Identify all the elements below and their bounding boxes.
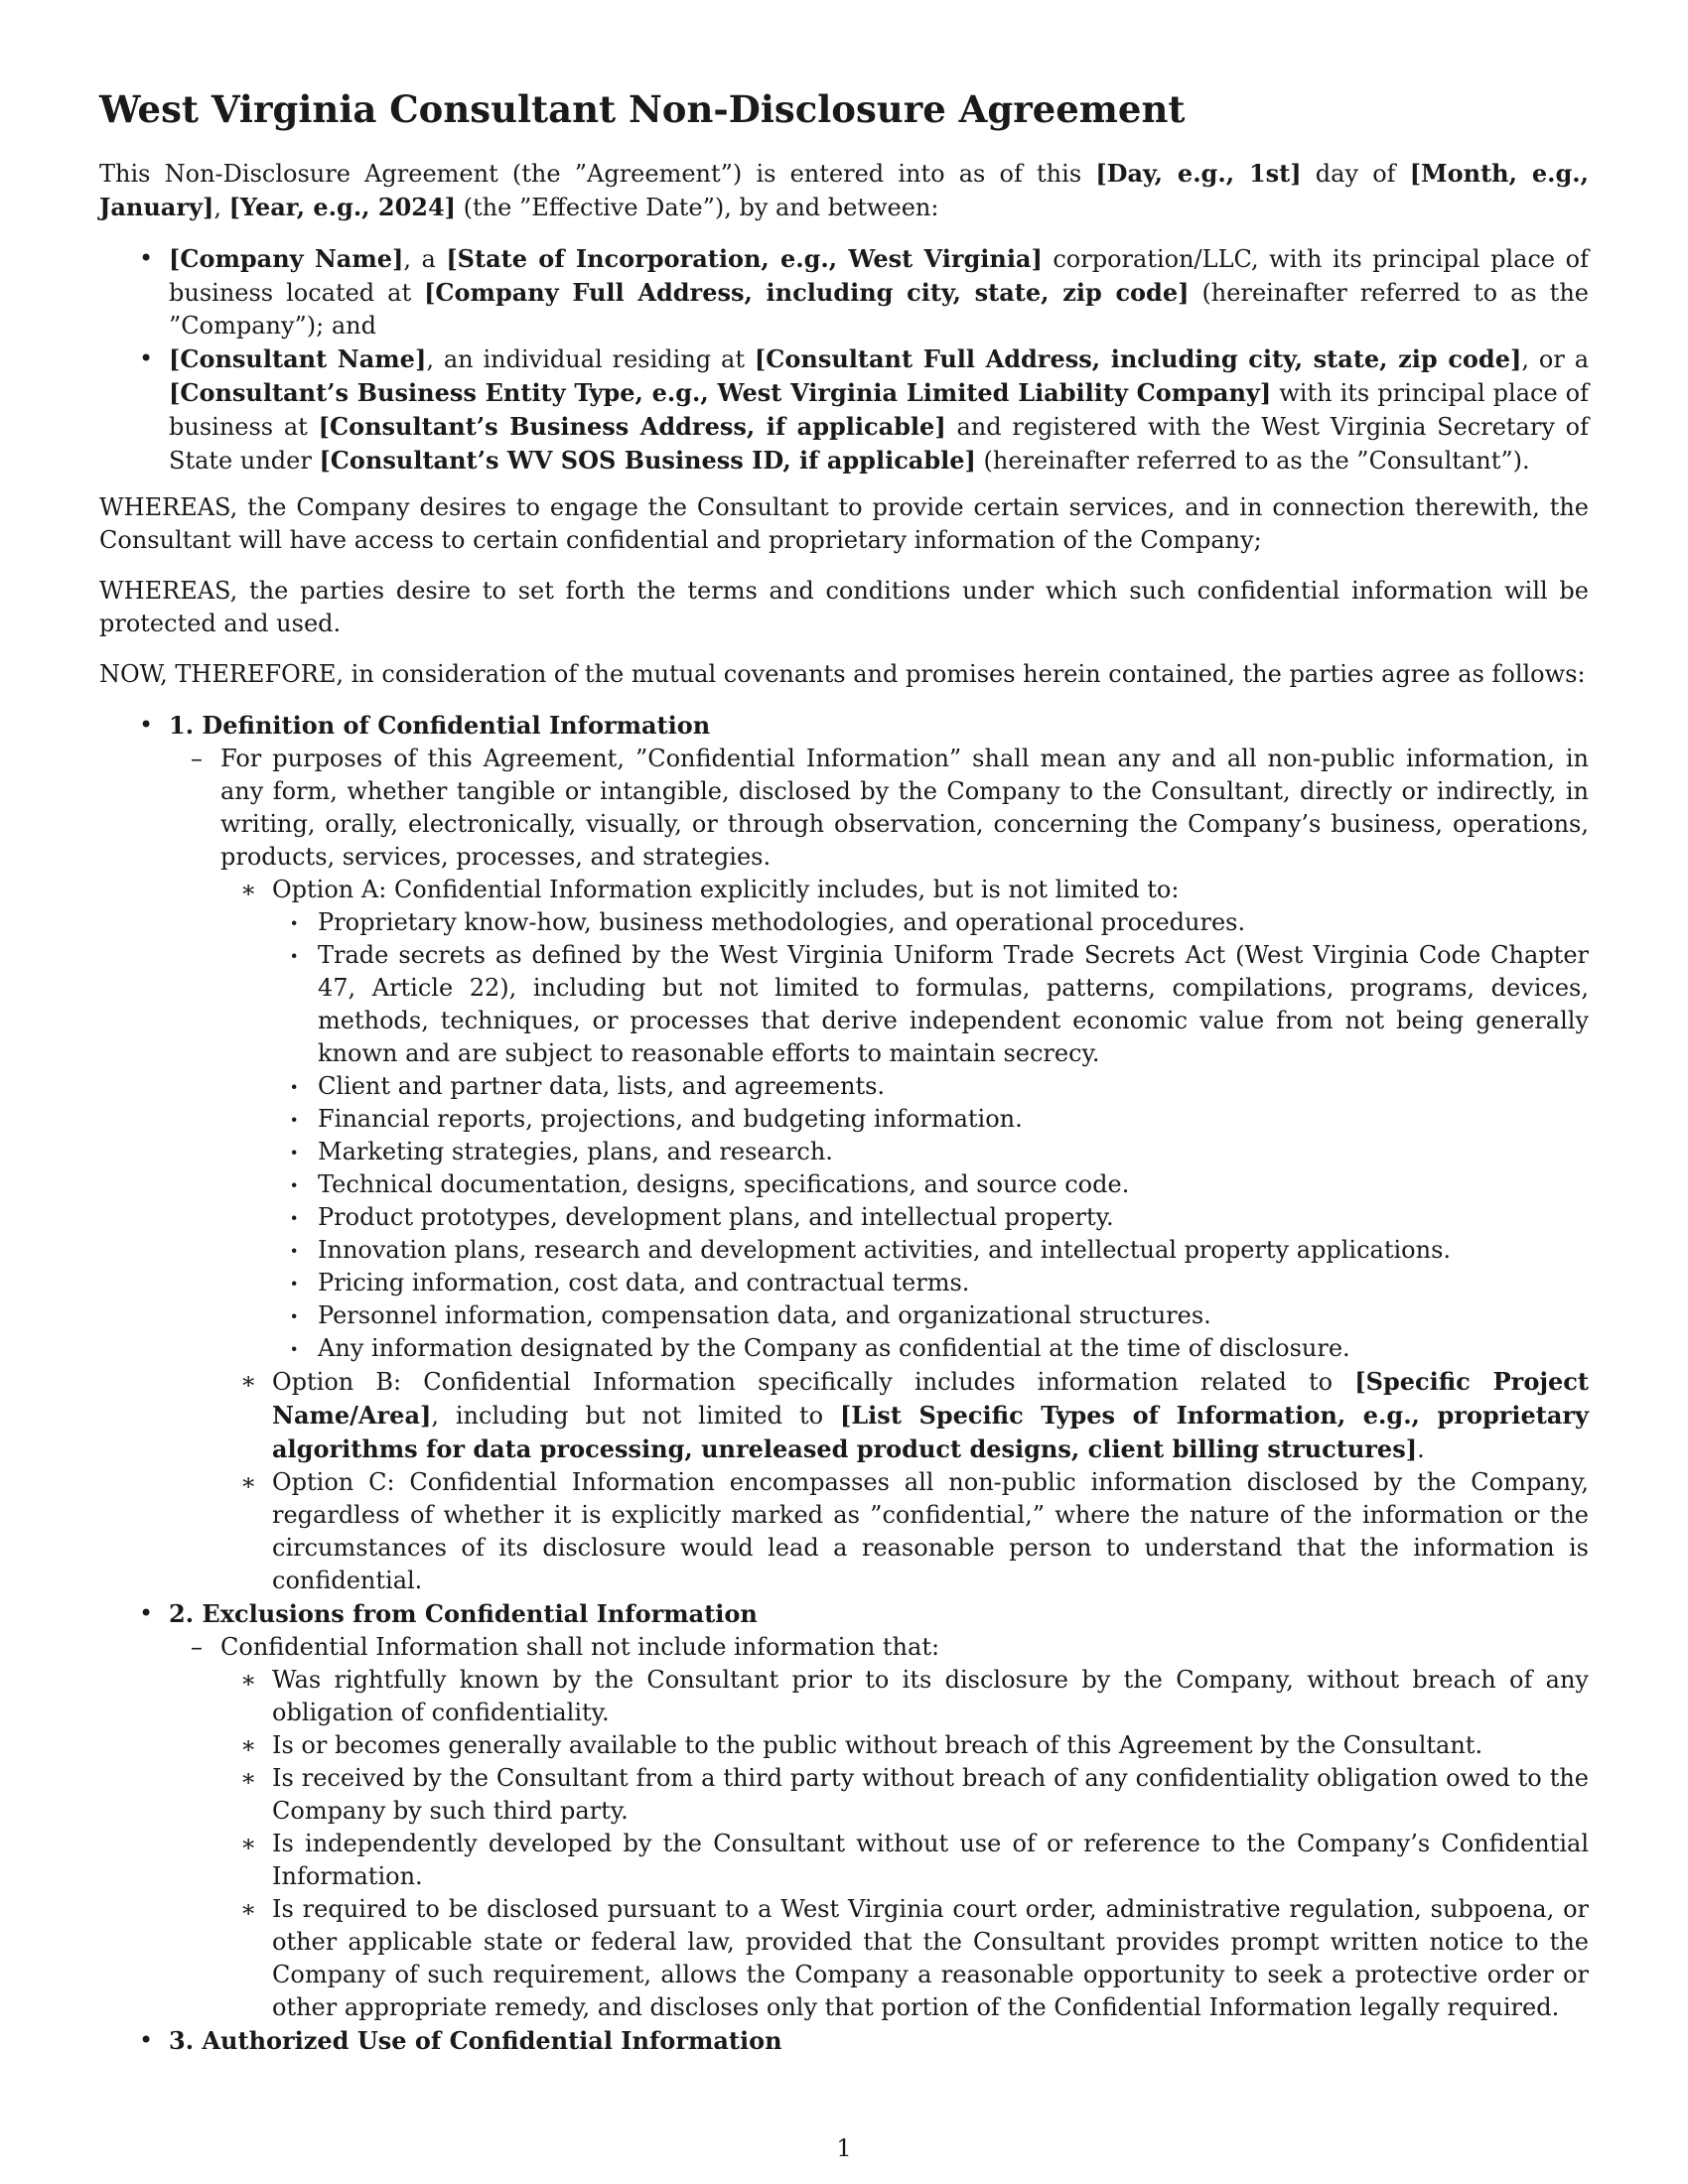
- option-b: ∗ Option B: Confidential Information specifically includes information related to [Specific Project Name/Area], including but not limited to [List Specific Types of Information, e.g., proprietary algorithms for data processing, unreleased product designs, client billing structures].: [220, 1365, 1589, 1466]
- list-item: · Marketing strategies, plans, and research.: [272, 1136, 1589, 1168]
- list-item: · Product prototypes, development plans, and intellectual property.: [272, 1201, 1589, 1234]
- list-item: · Pricing information, cost data, and contractual terms.: [272, 1267, 1589, 1299]
- year-placeholder: [Year, e.g., 2024]: [228, 193, 457, 222]
- section-3: [99, 2024, 1589, 2058]
- section-1: [99, 709, 1589, 1597]
- option-c: ∗ Option C: Confidential Information encompasses all non-public information disclosed by the Company, regardless of whether it is explicitly marked as ”confidential,” where the nature of the information or the circumstances of its disclosure would lead a reasonable person to understand that the information is confidential.: [220, 1466, 1589, 1597]
- whereas-paragraph-1: WHEREAS, the Company desires to engage the Consultant to provide certain services, and in connection therewith, the Consultant will have access to certain confidential and proprietary information of the Company;: [99, 493, 1589, 555]
- list-item: · Technical documentation, designs, specifications, and source code.: [272, 1168, 1589, 1201]
- exclusions-intro: – Confidential Information shall not include information that: ∗ Was rightfully known by the Consultant prior to its disclosure by the Company, without breach of any obligation of confidentiality. ∗ Is or becomes generally available to the public without breach of this Agreement by the Consultant. ∗ Is received by the Consultant from a third party without breach of any confidentiality obligation owed to the Company by such third party. ∗ Is independently developed by the Consultant without use of or reference to the Company’s Confidential Information. ∗ Is required to be disclosed pursuant to a West Virginia court order, administrative regulation, subpoena, or other applicable state or federal law, provided that the Consultant provides prompt written notice to the Company of such requirement, allows the Company a reasonable opportunity to seek a protective order or other appropriate remedy, and discloses only that portion of the Confidential Information legally required.: [169, 1631, 1589, 2024]
- list-item: ∗ Was rightfully known by the Consultant prior to its disclosure by the Company, without breach of any obligation of confidentiality.: [220, 1664, 1589, 1729]
- option-a: ∗ Option A: Confidential Information explicitly includes, but is not limited to: · Proprietary know-how, business methodologies, and operational procedures. · Trade secrets as defined by the West Virginia Uniform Trade Secrets Act (West Virginia Code Chapter 47, Article 22), including but not limited to formulas, patterns, compilations, programs, devices, methods, techniques, or processes that derive independent economic value from not being generally known and are subject to reasonable efforts to maintain secrecy. · Client and partner data, lists, and agreements. · Financial reports, projections, and budgeting information. · Marketing strategies, plans, and research. · Technical documentation, designs, specifications, and source code. · Product prototypes, development plans, and intellectual property. · Innovation plans, research and development activities, and intellectual property applications. · Pricing information, cost data, and contractual terms. · Personnel information, compensation data, and organizational structures. · Any information designated by the Company as confidential at the time of disclosure.: [220, 874, 1589, 1365]
- list-item: · Proprietary know-how, business methodologies, and operational procedures.: [272, 906, 1589, 939]
- definition-item: – For purposes of this Agreement, ”Confidential Information” shall mean any and all non-public information, in any form, whether tangible or intangible, disclosed by the Company to the Consultant, directly or indirectly, in writing, orally, electronically, visually, or through observation, concerning the Company’s business, operations, products, services, processes, and strategies. ∗ Option A: Confidential Information explicitly includes, but is not limited to: · Proprietary know-how, business methodologies, and operational procedures. · Trade secrets as defined by the West Virginia Uniform Trade Secrets Act (West Virginia Code Chapter 47, Article 22), including but not limited to formulas, patterns, compilations, programs, devices, methods, techniques, or processes that derive independent economic value from not being generally known and are subject to reasonable efforts to maintain secrecy. · Client and partner data, lists, and agreements. · Financial reports, projections, and budgeting information. · Marketing strategies, plans, and research. · Technical documentation, designs, specifications, and source code. · Product prototypes, development plans, and intellectual property. · Innovation plans, research and development activities, and intellectual property applications. · Pricing information, cost data, and contractual terms. · Personnel information, compensation data, and organizational structures. · Any information designated by the Company as confidential at the time of disclosure. ∗ Option B: Confidential Information specifically includes information related to [Specific Project Name/Area], including but not limited to [List Specific Types of Information, e.g., proprietary algorithms for data processing, unreleased product designs, client billing structures]. ∗ Option C: Confidential Information encompasses all non-public information disclosed by the Company, regardless of whether it is explicitly marked as ”confidential,” where the nature of the information or the circumstances of its disclosure would lead a reasonable person to understand that the information is confidential.: [169, 743, 1589, 1597]
- list-item: · Client and partner data, lists, and agreements.: [272, 1070, 1589, 1103]
- list-item: ∗ Is required to be disclosed pursuant to a West Virginia court order, administrative regulation, subpoena, or other applicable state or federal law, provided that the Consultant provides prompt written notice to the Company of such requirement, allows the Company a reasonable opportunity to seek a protective order or other appropriate remedy, and discloses only that portion of the Confidential Information legally required.: [220, 1893, 1589, 2024]
- list-item: ∗ Is or becomes generally available to the public without breach of this Agreement by the Consultant.: [220, 1729, 1589, 1762]
- list-item: ∗ Is received by the Consultant from a third party without breach of any confidentiality obligation owed to the Company by such third party.: [220, 1762, 1589, 1828]
- section-2-heading: 2. Exclusions from Confidential Information: [169, 1599, 758, 1629]
- option-a-list: [272, 906, 1589, 1365]
- party-consultant: • [Consultant Name], an individual residing at [Consultant Full Address, including city, state, zip code], or a [Consultant’s Business Entity Type, e.g., West Virginia Limited Liability Company] with its principal place of business at [Consultant’s Business Address, if applicable] and registered with the West Virginia Secretary of State under [Consultant’s WV SOS Business ID, if applicable] (hereinafter referred to as the ”Consultant”).: [99, 342, 1589, 478]
- section-3-heading: 3. Authorized Use of Confidential Information: [169, 2026, 782, 2056]
- section-2: [99, 1597, 1589, 2024]
- whereas-paragraph-2: WHEREAS, the parties desire to set forth the terms and conditions under which such confidential information will be protected and used.: [99, 577, 1589, 638]
- list-item: ∗ Is independently developed by the Consultant without use of or reference to the Company’s Confidential Information.: [220, 1828, 1589, 1893]
- month-placeholder: [Month, e.g., January]: [99, 159, 1589, 222]
- intro-paragraph: This Non-Disclosure Agreement (the ”Agreement”) is entered into as of this [Day, e.g., 1st] day of [Month, e.g., January], [Year, e.g., 2024] (the ”Effective Date”), by and between:: [99, 159, 1589, 222]
- list-item: · Personnel information, compensation data, and organizational structures.: [272, 1299, 1589, 1332]
- day-placeholder: [Day, e.g., 1st]: [1095, 159, 1302, 189]
- party-company: • [Company Name], a [State of Incorporation, e.g., West Virginia] corporation/LLC, with its principal place of business located at [Company Full Address, including city, state, zip code] (hereinafter referred to as the ”Company”); and: [99, 242, 1589, 342]
- list-item: · Any information designated by the Company as confidential at the time of disclosure.: [272, 1332, 1589, 1365]
- section-1-heading: 1. Definition of Confidential Information: [169, 711, 711, 741]
- sections-list: [99, 709, 1589, 2058]
- list-item: · Innovation plans, research and development activities, and intellectual property applications.: [272, 1234, 1589, 1267]
- parties-list: [99, 242, 1589, 478]
- document-title: West Virginia Consultant Non-Disclosure Agreement: [99, 87, 1186, 131]
- list-item: · Trade secrets as defined by the West Virginia Uniform Trade Secrets Act (West Virginia Code Chapter 47, Article 22), including but not limited to formulas, patterns, compilations, programs, devices, methods, techniques, or processes that derive independent economic value from not being generally known and are subject to reasonable efforts to maintain secrecy.: [272, 939, 1589, 1070]
- now-therefore-paragraph: NOW, THEREFORE, in consideration of the mutual covenants and promises herein contained, the parties agree as follows:: [99, 660, 1586, 689]
- exclusions-list: [220, 1664, 1589, 2024]
- page-number: 1: [836, 2134, 852, 2162]
- document-page: [99, 87, 1589, 2072]
- list-item: · Financial reports, projections, and budgeting information.: [272, 1103, 1589, 1136]
